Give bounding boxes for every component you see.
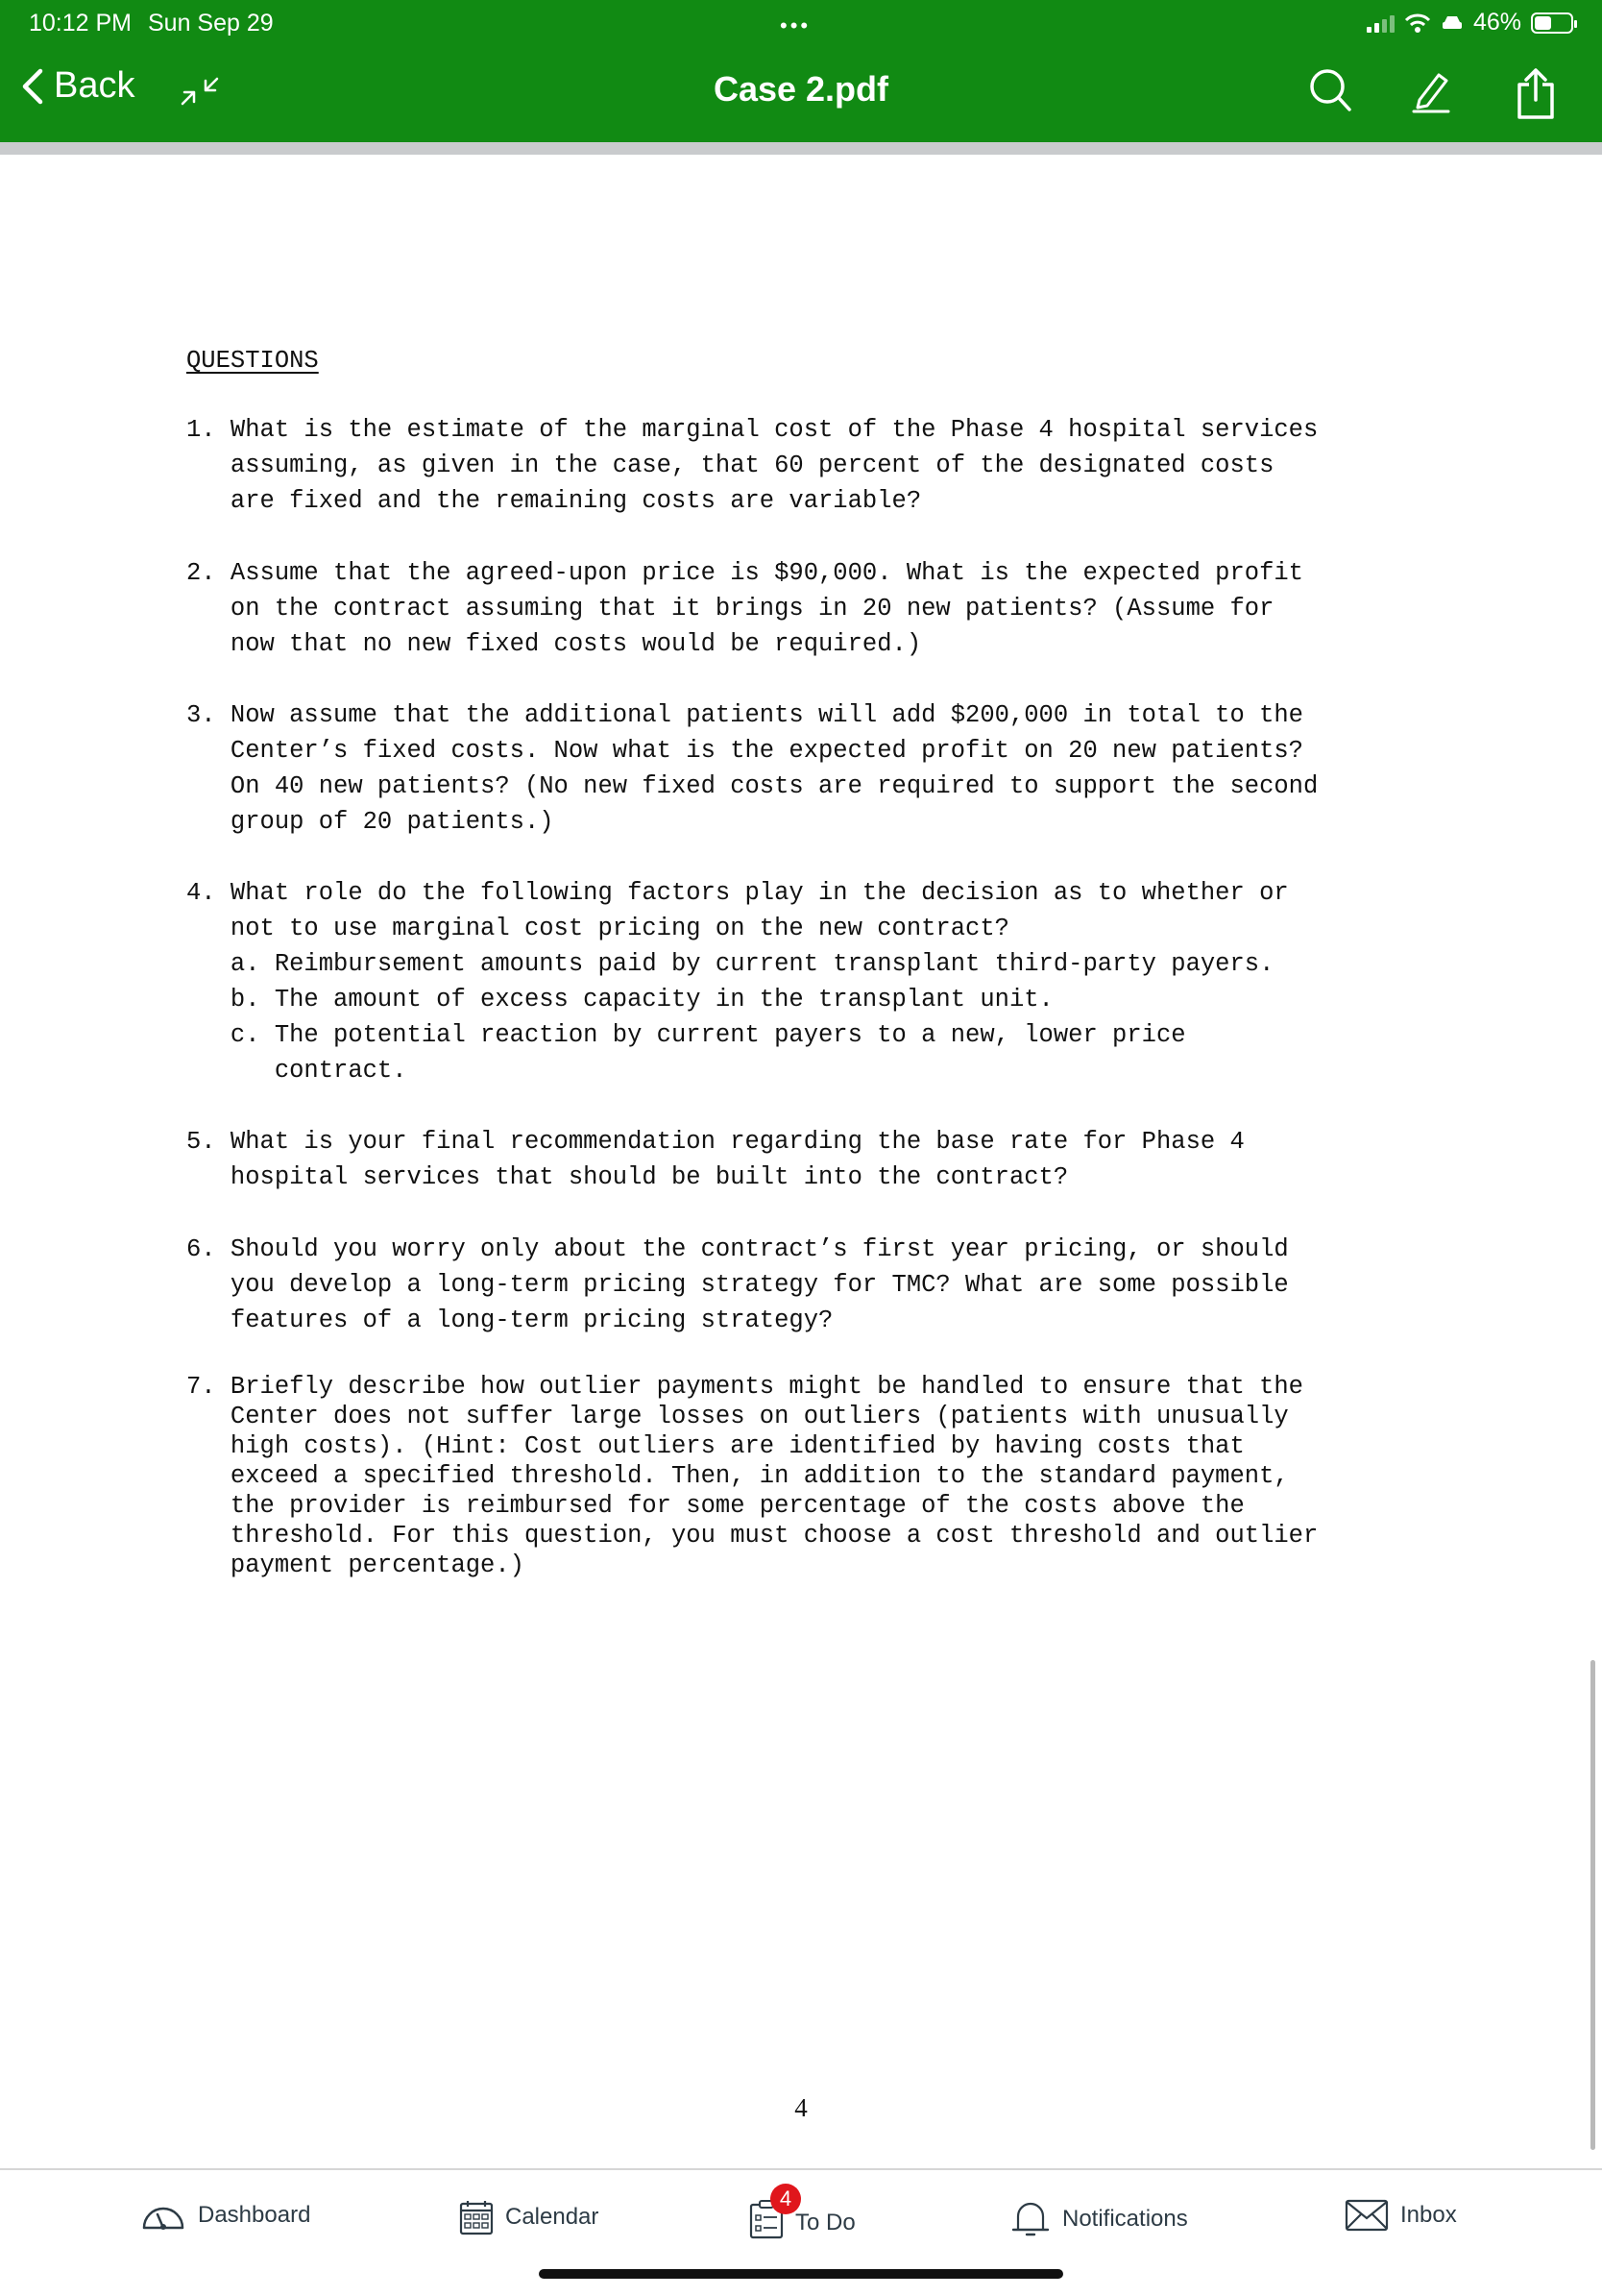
back-label: Back bbox=[54, 65, 135, 106]
question-2-line: now that no new fixed costs would be required.) bbox=[186, 630, 922, 658]
question-4-line: 4. What role do the following factors play in the decision as to whether or bbox=[186, 879, 1289, 907]
question-7-line: payment percentage.) bbox=[186, 1551, 524, 1579]
bell-icon bbox=[1010, 2199, 1051, 2239]
question-4-line: not to use marginal cost pricing on the new contract? bbox=[186, 915, 1009, 942]
calendar-icon bbox=[459, 2199, 494, 2235]
scrollbar[interactable] bbox=[1590, 1660, 1595, 2150]
battery-percent: 46% bbox=[1472, 9, 1521, 36]
question-4-line: b. The amount of excess capacity in the transplant unit. bbox=[186, 986, 1054, 1014]
question-5-line: hospital services that should be built into the contract? bbox=[186, 1163, 1069, 1191]
tab-inbox-label: Inbox bbox=[1400, 2202, 1457, 2228]
tab-todo[interactable] bbox=[749, 2186, 856, 2246]
envelope-icon bbox=[1345, 2199, 1389, 2232]
nav-bar bbox=[0, 46, 1602, 142]
question-6-line: you develop a long-term pricing strategy for TMC? What are some possible bbox=[186, 1271, 1289, 1299]
share-icon[interactable] bbox=[1514, 67, 1558, 121]
question-7-line: threshold. For this question, you must choose a cost threshold and outlier bbox=[186, 1522, 1319, 1550]
tab-todo-label: To Do bbox=[795, 2209, 856, 2235]
page-number: 4 bbox=[794, 2093, 808, 2122]
question-1-line: are fixed and the remaining costs are variable? bbox=[186, 487, 922, 515]
question-7-line: exceed a specified threshold. Then, in addition to the standard payment, bbox=[186, 1462, 1289, 1490]
question-6-line: 6. Should you worry only about the contract’s first year pricing, or should bbox=[186, 1235, 1289, 1263]
toolbar-divider bbox=[0, 142, 1602, 155]
question-3-line: On 40 new patients? (No new fixed costs are required to support the second bbox=[186, 772, 1319, 800]
search-icon[interactable] bbox=[1308, 67, 1352, 115]
tab-calendar-label: Calendar bbox=[505, 2204, 599, 2230]
battery-icon bbox=[1531, 12, 1573, 34]
tab-dashboard[interactable] bbox=[140, 2199, 310, 2232]
annotate-pen-icon[interactable] bbox=[1410, 67, 1452, 115]
tab-inbox[interactable] bbox=[1345, 2199, 1457, 2232]
top-bar bbox=[0, 0, 1602, 142]
question-2-line: on the contract assuming that it brings in 20 new patients? (Assume for bbox=[186, 595, 1274, 623]
tab-calendar[interactable] bbox=[459, 2199, 598, 2235]
vpn-car-icon bbox=[1441, 13, 1464, 33]
tab-notifications-label: Notifications bbox=[1062, 2206, 1188, 2232]
status-time: 10:12 PM bbox=[29, 10, 133, 37]
home-indicator[interactable] bbox=[539, 2269, 1063, 2279]
status-bar bbox=[0, 0, 1602, 46]
wifi-icon bbox=[1404, 12, 1431, 34]
status-indicators bbox=[1367, 9, 1573, 37]
question-4-line: c. The potential reaction by current payers to a new, lower price bbox=[186, 1021, 1186, 1049]
question-1-line: assuming, as given in the case, that 60 percent of the designated costs bbox=[186, 452, 1274, 479]
status-date: Sun Sep 29 bbox=[148, 10, 274, 37]
question-4-line: contract. bbox=[186, 1057, 407, 1085]
document-title: Case 2.pdf bbox=[713, 69, 889, 109]
question-2-line: 2. Assume that the agreed-upon price is $90,000. What is the expected profit bbox=[186, 559, 1303, 587]
question-3-line: group of 20 patients.) bbox=[186, 808, 554, 836]
pdf-page[interactable] bbox=[0, 155, 1602, 2168]
question-7-line: the provider is reimbursed for some percentage of the costs above the bbox=[186, 1492, 1245, 1520]
question-7-line: high costs). (Hint: Cost outliers are identified by having costs that bbox=[186, 1432, 1245, 1460]
tab-notifications[interactable] bbox=[1010, 2199, 1188, 2239]
question-3-line: 3. Now assume that the additional patients will add $200,000 in total to the bbox=[186, 701, 1303, 729]
question-6-line: features of a long-term pricing strategy? bbox=[186, 1307, 834, 1334]
multitasking-dots-icon[interactable]: ••• bbox=[780, 13, 812, 37]
questions-heading: QUESTIONS bbox=[186, 347, 319, 375]
battery-level bbox=[1535, 16, 1551, 30]
question-1-line: 1. What is the estimate of the marginal cost of the Phase 4 hospital services bbox=[186, 416, 1319, 444]
todo-icon-wrap bbox=[749, 2186, 792, 2246]
question-5-line: 5. What is your final recommendation regarding the base rate for Phase 4 bbox=[186, 1128, 1245, 1156]
question-4-line: a. Reimbursement amounts paid by current transplant third-party payers. bbox=[186, 950, 1274, 978]
question-7-line: Center does not suffer large losses on outliers (patients with unusually bbox=[186, 1403, 1289, 1430]
question-7-line: 7. Briefly describe how outlier payments might be handled to ensure that the bbox=[186, 1373, 1303, 1401]
todo-badge: 4 bbox=[770, 2184, 801, 2214]
dashboard-gauge-icon bbox=[140, 2199, 186, 2232]
cellular-signal-icon bbox=[1367, 13, 1395, 33]
question-3-line: Center’s fixed costs. Now what is the expected profit on 20 new patients? bbox=[186, 737, 1303, 765]
tab-dashboard-label: Dashboard bbox=[198, 2202, 311, 2228]
